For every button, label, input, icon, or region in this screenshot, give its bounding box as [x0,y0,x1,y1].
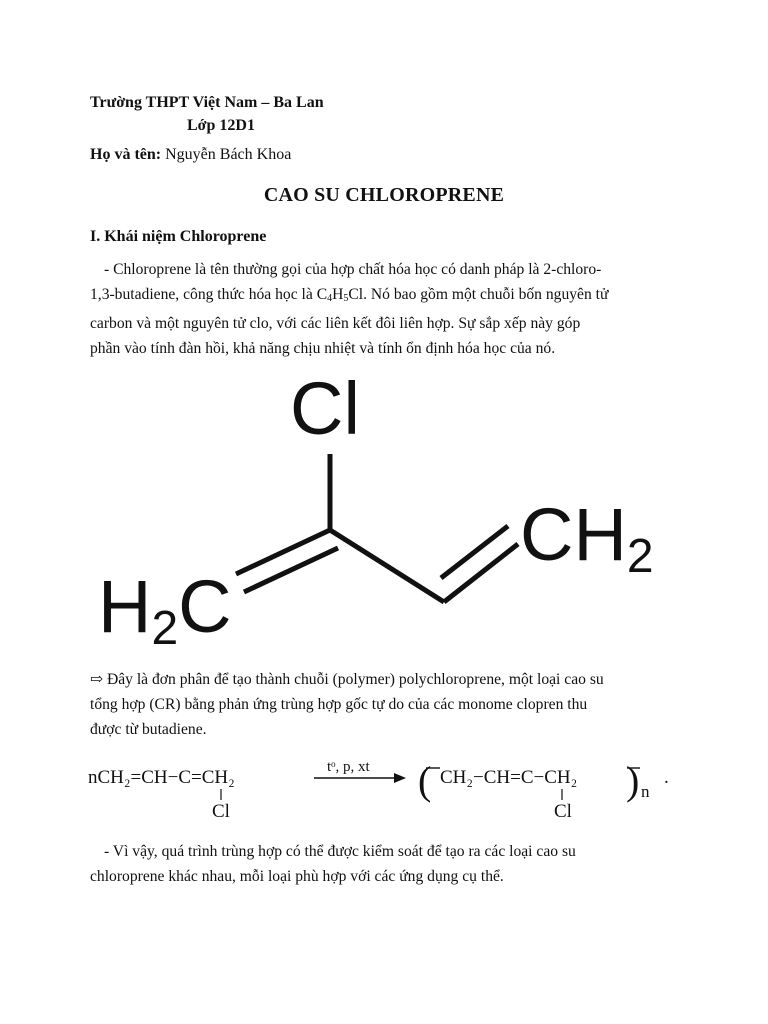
h2c-left-label [98,565,232,655]
monomer-formula: nCH₂=CH−C=CH₂ [88,767,235,788]
conclusion-paragraph [90,839,680,889]
double-bond-line [441,526,508,578]
arrow-icon: ⇨ [90,671,104,688]
cl-label: Cl [290,367,360,450]
double-bond-line [244,548,338,592]
paragraph-line: tổng hợp (CR) bằng phản ứng trùng hợp gốc tự do của các monome clopren thu [90,696,588,713]
monomer-cl: Cl [212,801,230,822]
subscript: 2 [151,602,179,655]
subscript: 2 [626,530,654,583]
student-line [90,146,291,164]
polymer-cl: Cl [554,801,572,822]
class-name: Lớp 12D1 [187,117,255,134]
polymer-paragraph [90,667,680,742]
chloroprene-structure [0,360,768,660]
school-name: Trường THPT Việt Nam – Ba Lan [90,94,324,111]
equation-period: . [664,767,669,788]
polymer-formula: CH₂−CH=C−CH₂ [440,767,578,788]
text-segment: Đây là đơn phân để tạo thành chuỗi (polymer) polychloroprene, một loại cao su [103,671,604,688]
paragraph-line-formula [90,282,680,311]
single-bond [330,530,444,602]
reaction-condition: tᵒ, p, xt [327,759,370,775]
paragraph-line: - Vì vậy, quá trình trùng hợp có thể được kiểm soát để tạo ra các loại cao su [104,843,576,860]
double-bond-line [444,544,518,602]
left-parenthesis: ( [418,758,432,803]
subscript: 4 [327,293,333,304]
name-value: Nguyễn Bách Khoa [165,146,292,163]
repeat-n: n [641,782,650,801]
name-label: Họ và tên: [90,146,162,163]
text-segment: H [332,286,344,303]
paragraph-line: carbon và một nguyên tử clo, với các liên kết đôi liên hợp. Sự sắp xếp này góp [90,315,581,332]
double-bond-line [236,530,330,574]
paragraph-line: chloroprene khác nhau, mỗi loại phù hợp với các ứng dụng cụ thể. [90,868,504,885]
polymerization-equation [0,750,768,830]
h-text: H [98,565,152,648]
paragraph-line: phần vào tính đàn hồi, khả năng chịu nhiệt và tính ổn định hóa học của nó. [90,340,556,357]
ch2-right-label [520,493,654,583]
ch-text: CH [520,493,627,576]
paragraph-line [90,667,680,692]
c-text: C [178,565,232,648]
right-parenthesis: ) [626,758,640,803]
text-segment: 1,3-butadiene, công thức hóa học là C [90,286,328,303]
paragraph-line: - Chloroprene là tên thường gọi của hợp chất hóa học có danh pháp là 2-chloro- [104,261,602,278]
subscript: 5 [343,293,349,304]
definition-paragraph [90,257,680,361]
section-heading: I. Khái niệm Chloroprene [90,228,267,245]
text-segment: Cl. Nó bao gồm một chuỗi bốn nguyên tử [348,286,609,303]
page-title: CAO SU CHLOROPRENE [263,184,505,206]
paragraph-line: được từ butadiene. [90,721,207,738]
arrow-head-icon [394,773,406,783]
